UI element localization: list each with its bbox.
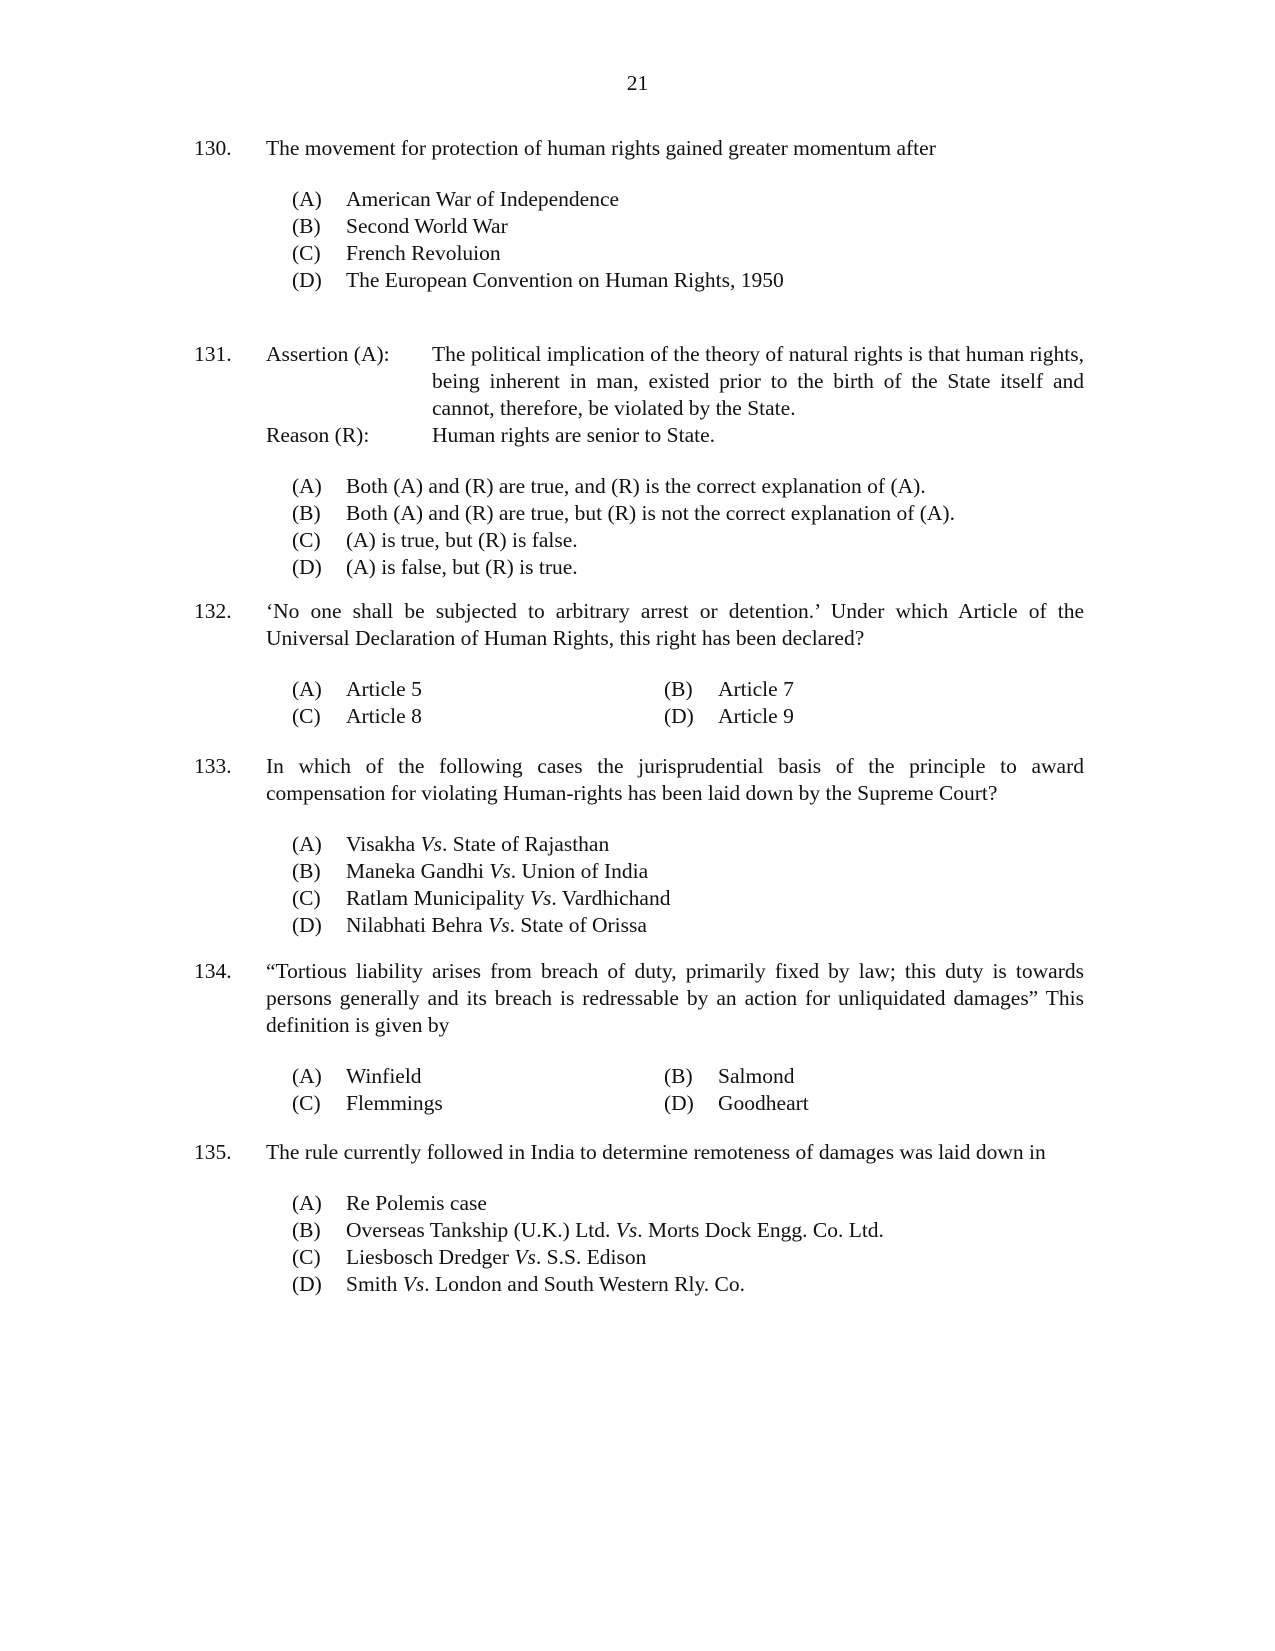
- reason-label: Reason (R):: [266, 423, 370, 447]
- options-grid: [292, 1063, 1084, 1117]
- option-a: (A) Both (A) and (R) are true, and (R) is the correct explanation of (A).: [292, 474, 926, 498]
- question-number: 133.: [194, 754, 232, 778]
- option-c: (C) French Revoluion: [292, 241, 501, 265]
- page-number: 21: [626, 71, 649, 95]
- option-b: (B) Both (A) and (R) are true, but (R) is not the correct explanation of (A).: [292, 501, 955, 525]
- question-text: In which of the following cases the jurisprudential basis of the principle to award compensation for violating Human-rights has been laid down by the Supreme Court?: [266, 754, 1084, 805]
- question-number: 135.: [194, 1140, 232, 1164]
- question-132: [194, 598, 1084, 730]
- question-text: The rule currently followed in India to determine remoteness of damages was laid down in: [266, 1140, 1046, 1164]
- assertion: [266, 341, 1084, 422]
- question-135: [194, 1139, 1084, 1298]
- option-d: (D) (A) is false, but (R) is true.: [292, 555, 578, 579]
- question-number: 131.: [194, 342, 232, 366]
- question-number: 132.: [194, 599, 232, 623]
- option-a: (A) Winfield: [292, 1064, 422, 1088]
- question-number: 130.: [194, 136, 232, 160]
- option-c: (C) Ratlam Municipality Vs. Vardhichand: [292, 886, 671, 910]
- question-text: “Tortious liability arises from breach of duty, primarily fixed by law; this duty is towards persons generally and its breach is redressable by an action for unliquidated damages” This definition is given by: [266, 959, 1084, 1037]
- assertion-reason: [266, 341, 1084, 449]
- option-d: (D) Smith Vs. London and South Western Rly. Co.: [292, 1272, 746, 1296]
- option-c: (C) Liesbosch Dredger Vs. S.S. Edison: [292, 1245, 647, 1269]
- question-number: 134.: [194, 959, 232, 983]
- reason: [266, 422, 1084, 449]
- option-a: (A) Re Polemis case: [292, 1191, 487, 1215]
- option-a: (A) Article 5: [292, 677, 422, 701]
- option-b: (B) Second World War: [292, 214, 508, 238]
- option-c: (C) Flemmings: [292, 1091, 443, 1115]
- options-list: [292, 831, 1084, 939]
- options-grid: [292, 676, 1084, 730]
- question-text: The movement for protection of human rights gained greater momentum after: [266, 136, 936, 160]
- options-list: [292, 186, 1084, 294]
- question-130: [194, 135, 1084, 294]
- assertion-text: The political implication of the theory of natural rights is that human rights, being inherent in man, existed prior to the birth of the State itself and cannot, therefore, be violated by the State.: [432, 342, 1084, 420]
- reason-text: Human rights are senior to State.: [432, 423, 716, 447]
- option-c: (C) (A) is true, but (R) is false.: [292, 528, 578, 552]
- option-d: (D) Goodheart: [664, 1091, 809, 1115]
- option-a: (A) Visakha Vs. State of Rajasthan: [292, 832, 610, 856]
- question-131: [194, 341, 1084, 581]
- option-d: (D) The European Convention on Human Rights, 1950: [292, 268, 784, 292]
- option-d: (D) Nilabhati Behra Vs. State of Orissa: [292, 913, 647, 937]
- option-d: (D) Article 9: [664, 704, 794, 728]
- option-b: (B) Overseas Tankship (U.K.) Ltd. Vs. Morts Dock Engg. Co. Ltd.: [292, 1218, 884, 1242]
- options-list: [292, 473, 1084, 581]
- option-b: (B) Maneka Gandhi Vs. Union of India: [292, 859, 649, 883]
- option-c: (C) Article 8: [292, 704, 422, 728]
- option-b: (B) Article 7: [664, 677, 794, 701]
- option-a: (A) American War of Independence: [292, 187, 620, 211]
- question-134: [194, 958, 1084, 1117]
- option-b: (B) Salmond: [664, 1064, 795, 1088]
- question-text: ‘No one shall be subjected to arbitrary arrest or detention.’ Under which Article of the Universal Declaration of Human Rights, this right has been declared?: [266, 599, 1084, 650]
- question-133: [194, 753, 1084, 939]
- assertion-label: Assertion (A):: [266, 342, 390, 366]
- options-list: [292, 1190, 1084, 1298]
